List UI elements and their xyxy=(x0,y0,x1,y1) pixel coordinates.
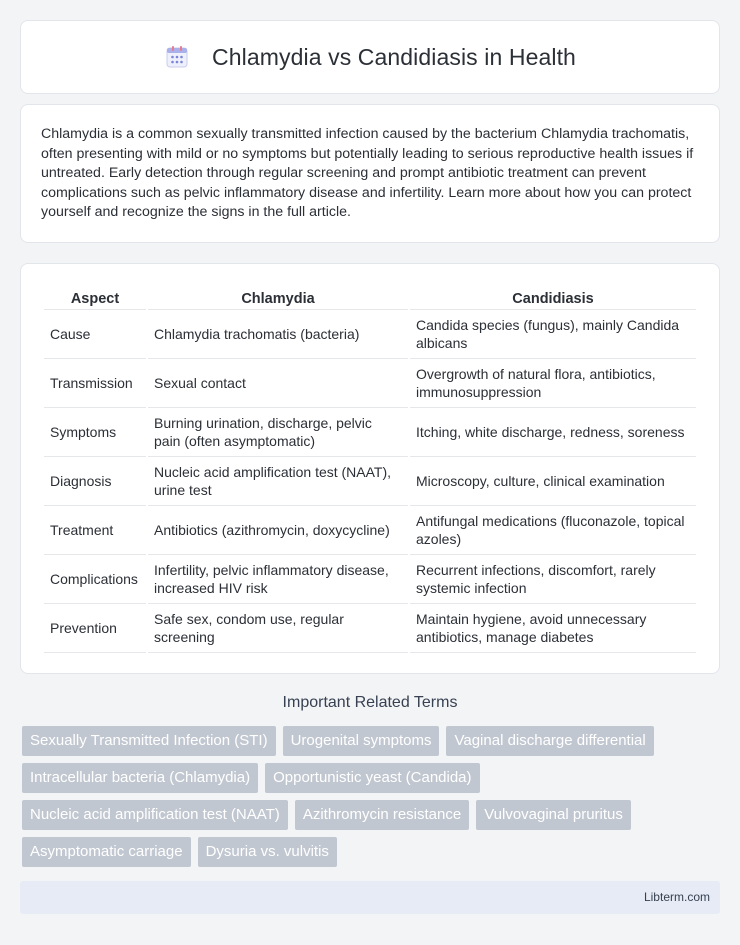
footer xyxy=(20,881,720,914)
row-aspect: Cause xyxy=(44,310,146,359)
table-row xyxy=(44,506,696,555)
related-terms-list xyxy=(22,726,722,867)
calendar-icon xyxy=(164,44,190,70)
term-tag[interactable]: Nucleic acid amplification test (NAAT) xyxy=(22,800,288,830)
term-tag[interactable]: Vaginal discharge differential xyxy=(446,726,653,756)
intro-card xyxy=(20,104,720,243)
page-title: Chlamydia vs Candidiasis in Health xyxy=(212,43,576,70)
term-tag[interactable]: Vulvovaginal pruritus xyxy=(476,800,631,830)
row-chlamydia: Nucleic acid amplification test (NAAT), urine test xyxy=(148,457,408,506)
header-aspect: Aspect xyxy=(44,284,146,310)
row-chlamydia: Burning urination, discharge, pelvic pain (often asymptomatic) xyxy=(148,408,408,457)
table-row xyxy=(44,359,696,408)
table-row xyxy=(44,457,696,506)
row-aspect: Complications xyxy=(44,555,146,604)
header-chlamydia: Chlamydia xyxy=(148,284,408,310)
comparison-table xyxy=(42,284,698,653)
term-tag[interactable]: Azithromycin resistance xyxy=(295,800,469,830)
row-chlamydia: Infertility, pelvic inflammatory disease, increased HIV risk xyxy=(148,555,408,604)
table-row xyxy=(44,310,696,359)
row-chlamydia: Antibiotics (azithromycin, doxycycline) xyxy=(148,506,408,555)
row-chlamydia: Safe sex, condom use, regular screening xyxy=(148,604,408,653)
table-row xyxy=(44,555,696,604)
row-chlamydia: Chlamydia trachomatis (bacteria) xyxy=(148,310,408,359)
table-row xyxy=(44,604,696,653)
term-tag[interactable]: Sexually Transmitted Infection (STI) xyxy=(22,726,276,756)
row-aspect: Transmission xyxy=(44,359,146,408)
intro-paragraph: Chlamydia is a common sexually transmitted infection caused by the bacterium Chlamydia trachomatis, often presenting with mild or no symptoms but potentially leading to serious reproductive health issues if untreated. Early detection through regular screening and prompt antibiotic treatment can prevent complications such as pelvic inflammatory disease and infertility. Learn more about how you can protect yourself and recognize the signs in the full article. xyxy=(41,126,694,221)
row-chlamydia: Sexual contact xyxy=(148,359,408,408)
term-tag[interactable]: Dysuria vs. vulvitis xyxy=(198,837,337,867)
table-header-row xyxy=(44,284,696,310)
related-terms-heading: Important Related Terms xyxy=(282,694,458,711)
table-row xyxy=(44,408,696,457)
row-aspect: Diagnosis xyxy=(44,457,146,506)
row-candidiasis: Overgrowth of natural flora, antibiotics, immunosuppression xyxy=(410,359,696,408)
header-card xyxy=(20,20,720,94)
row-candidiasis: Recurrent infections, discomfort, rarely systemic infection xyxy=(410,555,696,604)
row-aspect: Prevention xyxy=(44,604,146,653)
row-aspect: Treatment xyxy=(44,506,146,555)
row-candidiasis: Antifungal medications (fluconazole, topical azoles) xyxy=(410,506,696,555)
header xyxy=(164,44,576,71)
term-tag[interactable]: Urogenital symptoms xyxy=(283,726,440,756)
term-tag[interactable]: Asymptomatic carriage xyxy=(22,837,191,867)
footer-site-link[interactable]: Libterm.com xyxy=(643,890,710,904)
row-candidiasis: Itching, white discharge, redness, soreness xyxy=(410,408,696,457)
term-tag[interactable]: Opportunistic yeast (Candida) xyxy=(265,763,479,793)
row-aspect: Symptoms xyxy=(44,408,146,457)
term-tag[interactable]: Intracellular bacteria (Chlamydia) xyxy=(22,763,258,793)
row-candidiasis: Microscopy, culture, clinical examination xyxy=(410,457,696,506)
comparison-table-card xyxy=(20,263,720,674)
row-candidiasis: Maintain hygiene, avoid unnecessary antibiotics, manage diabetes xyxy=(410,604,696,653)
row-candidiasis: Candida species (fungus), mainly Candida albicans xyxy=(410,310,696,359)
header-candidiasis: Candidiasis xyxy=(410,284,696,310)
